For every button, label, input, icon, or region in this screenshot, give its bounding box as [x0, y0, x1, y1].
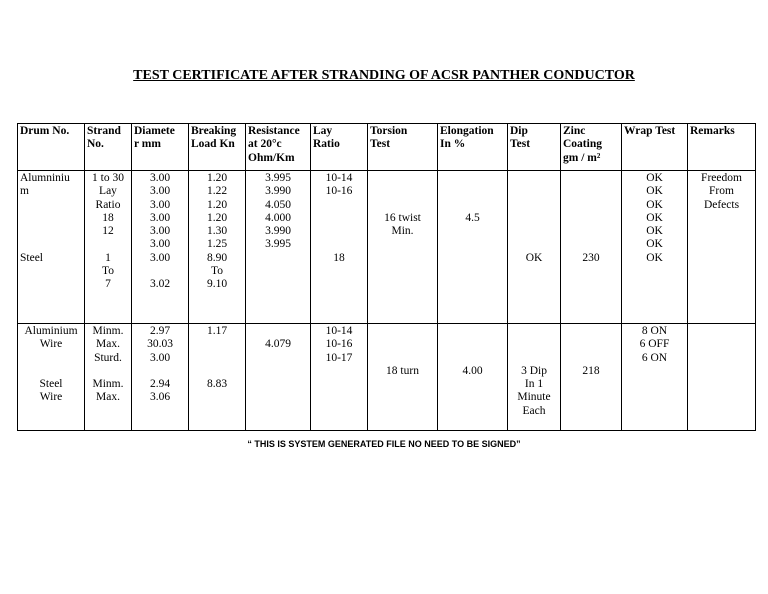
cell-line [510, 238, 558, 251]
cell-line: To [211, 265, 223, 278]
cell-line: 8.90 [206, 251, 228, 264]
cell-line: Max. [96, 391, 120, 404]
cell-line [20, 352, 82, 365]
cell-line: Alumniniu [20, 172, 70, 184]
cell-torsion-test [368, 171, 438, 324]
table-row [18, 324, 756, 431]
cell-line: 1.20 [206, 211, 228, 224]
cell-line [563, 338, 619, 351]
cell-resistance [246, 171, 311, 324]
document-title: TEST CERTIFICATE AFTER STRANDING OF ACSR PANTHER CONDUCTOR [133, 68, 635, 83]
cell-wrap-test [622, 324, 688, 431]
cell-line: In % [440, 138, 466, 151]
cell-line: 10-14 [325, 172, 353, 184]
header-wrap-test [622, 124, 688, 171]
cell-torsion-test [368, 324, 438, 431]
cell-line [313, 238, 365, 251]
cell-line: Defects [703, 198, 740, 211]
cell-line: 6 OFF [639, 338, 670, 351]
cell-line: OK [646, 238, 663, 251]
cell-line: 3.00 [149, 351, 171, 364]
cell-line: In 1 [524, 378, 544, 391]
cell-line: 10-16 [325, 338, 353, 351]
cell-line: 10-14 [325, 325, 353, 337]
cell-line [563, 172, 619, 185]
cell-line [248, 325, 308, 338]
cell-line [134, 265, 186, 278]
cell-line [510, 325, 558, 338]
cell-line: 18 [333, 251, 345, 264]
cell-breaking-load [189, 324, 246, 431]
cell-line [313, 212, 365, 225]
cell-strand-no [85, 171, 132, 324]
header-lay-ratio [311, 124, 368, 171]
cell-line: Load Kn [191, 138, 235, 151]
cell-line: 10-16 [325, 185, 353, 198]
cell-line: Lay [99, 185, 117, 198]
cell-line [313, 225, 365, 238]
certificate-table [17, 123, 756, 431]
cell-line: Aluminium [24, 325, 78, 337]
cell-line: 6 ON [641, 351, 668, 364]
cell-line: 3.00 [149, 198, 171, 211]
cell-line [370, 172, 435, 185]
cell-line [510, 225, 558, 238]
cell-line [20, 212, 82, 225]
cell-line [370, 338, 435, 351]
cell-line: 1.20 [206, 172, 228, 184]
cell-elongation [438, 171, 508, 324]
cell-line: 3.990 [265, 225, 291, 238]
cell-line [370, 199, 435, 212]
cell-line: 230 [582, 251, 600, 264]
cell-line [563, 212, 619, 225]
cell-line: Lay [313, 125, 333, 137]
cell-resistance [246, 324, 311, 431]
cell-line [20, 238, 82, 251]
cell-line: 3.00 [149, 185, 171, 198]
cell-line [313, 199, 365, 212]
cell-line: Each [522, 404, 546, 417]
cell-line: 3.00 [149, 211, 171, 224]
cell-line: OK [646, 185, 663, 198]
header-breaking-load [189, 124, 246, 171]
cell-zinc-coating [561, 171, 622, 324]
cell-remarks [688, 324, 756, 431]
header-row [18, 124, 756, 171]
cell-line [563, 185, 619, 198]
cell-zinc-coating [561, 324, 622, 431]
cell-line: OK [646, 211, 663, 224]
cell-line: Diamete [134, 125, 175, 137]
cell-line: 4.000 [265, 211, 291, 224]
cell-line: From [709, 185, 734, 198]
cell-line: Minm. [92, 325, 124, 337]
cell-line: Wrap Test [624, 125, 676, 137]
cell-line: Max. [96, 338, 120, 351]
cell-line: Breaking [191, 125, 237, 137]
cell-line: Remarks [690, 125, 735, 137]
cell-line: 3 Dip [521, 364, 547, 377]
cell-line: m [20, 185, 29, 198]
cell-line [440, 338, 505, 351]
cell-line: 3.990 [265, 185, 291, 198]
cell-line [20, 225, 82, 238]
header-elongation [438, 124, 508, 171]
cell-line: 4.00 [462, 364, 483, 377]
cell-line: OK [646, 198, 663, 211]
cell-line [510, 338, 558, 351]
cell-line: Steel [39, 378, 63, 391]
cell-line [440, 352, 505, 365]
cell-line: Steel [20, 251, 43, 264]
cell-line: No. [87, 138, 104, 151]
cell-line [87, 238, 129, 251]
cell-line: 7 [105, 278, 111, 291]
cell-line: Resistance [248, 125, 300, 137]
header-torsion-test [368, 124, 438, 171]
cell-line: 3.06 [149, 391, 171, 404]
cell-line: Sturd. [94, 351, 122, 364]
cell-line: 3.00 [149, 172, 171, 184]
cell-line [563, 225, 619, 238]
cell-line: 4.050 [265, 198, 291, 211]
header-drum-no [18, 124, 85, 171]
cell-remarks [688, 171, 756, 324]
cell-line [370, 352, 435, 365]
cell-line [440, 185, 505, 198]
cell-line: Zinc [563, 125, 586, 137]
cell-elongation [438, 324, 508, 431]
cell-line: Torsion [370, 125, 408, 137]
cell-line: 4.079 [265, 338, 291, 351]
cell-line: 1.20 [206, 198, 228, 211]
cell-line [370, 185, 435, 198]
cell-line: 3.00 [149, 251, 171, 264]
cell-line [134, 365, 186, 378]
cell-line [510, 185, 558, 198]
cell-line [563, 325, 619, 338]
header-strand-no [85, 124, 132, 171]
cell-line: 8.83 [206, 378, 228, 391]
cell-drum-no [18, 324, 85, 431]
cell-line: Test [510, 138, 531, 151]
cell-line: Freedom [701, 172, 742, 184]
cell-line: at 20°c [248, 138, 282, 151]
cell-line: 16 twist [384, 211, 421, 224]
cell-line [87, 365, 129, 378]
cell-line [563, 199, 619, 212]
cell-line [191, 365, 243, 378]
header-resistance [246, 124, 311, 171]
cell-line [20, 199, 82, 212]
cell-line: OK [525, 251, 543, 264]
cell-line [563, 238, 619, 251]
cell-lay-ratio [311, 171, 368, 324]
cell-line: 8 ON [641, 325, 668, 337]
cell-line: 218 [582, 364, 600, 377]
header-diameter [132, 124, 189, 171]
cell-line: 1 [105, 251, 111, 264]
cell-line: 30.03 [147, 338, 173, 351]
cell-line: 9.10 [206, 278, 228, 291]
header-remarks [688, 124, 756, 171]
cell-line [191, 338, 243, 351]
cell-line: OK [646, 172, 663, 184]
cell-line: Ratio [313, 138, 340, 151]
cell-line: 10-17 [325, 351, 353, 364]
cell-line: 3.02 [149, 278, 171, 291]
cell-line [510, 352, 558, 365]
cell-line [510, 199, 558, 212]
cell-line: Minm. [92, 378, 124, 391]
cell-line: 4.5 [465, 211, 480, 224]
cell-line [440, 172, 505, 185]
cell-diameter [132, 171, 189, 324]
cell-line: To [102, 265, 114, 278]
cell-line: Min. [391, 225, 414, 238]
cell-wrap-test [622, 171, 688, 324]
header-dip-test [508, 124, 561, 171]
cell-line: OK [646, 225, 663, 238]
cell-diameter [132, 324, 189, 431]
system-generated-note: “ THIS IS SYSTEM GENERATED FILE NO NEED TO BE SIGNED” [247, 439, 521, 449]
cell-line: Wire [39, 391, 63, 404]
cell-line: Wire [39, 338, 63, 351]
cell-line: Ohm/Km [248, 151, 295, 164]
cell-breaking-load [189, 171, 246, 324]
cell-line: 1.30 [206, 225, 228, 238]
cell-line: Test [370, 138, 391, 151]
cell-line: 1.17 [206, 325, 228, 337]
cell-dip-test [508, 324, 561, 431]
cell-line: Ratio [95, 198, 121, 211]
cell-line [370, 325, 435, 338]
cell-line: Strand [87, 125, 121, 137]
cell-line: 1.22 [206, 185, 228, 198]
cell-line: Minute [517, 391, 551, 404]
cell-line: OK [646, 251, 663, 264]
table-row [18, 171, 756, 324]
cell-line [510, 212, 558, 225]
cell-line: 3.00 [149, 225, 171, 238]
cell-lay-ratio [311, 324, 368, 431]
cell-line: 2.97 [149, 325, 171, 337]
cell-line: 3.00 [149, 238, 171, 251]
cell-line: 12 [102, 225, 114, 238]
cell-line: 1 to 30 [92, 172, 124, 184]
cell-line: 18 turn [386, 364, 419, 377]
cell-drum-no [18, 171, 85, 324]
cell-line [440, 199, 505, 212]
cell-line: 1.25 [206, 238, 228, 251]
cell-line: Dip [510, 125, 528, 137]
cell-strand-no [85, 324, 132, 431]
header-zinc-coating [561, 124, 622, 171]
cell-line [510, 172, 558, 185]
cell-dip-test [508, 171, 561, 324]
cell-line: Drum No. [20, 125, 70, 137]
cell-line: 3.995 [265, 172, 291, 184]
cell-line: 2.94 [149, 378, 171, 391]
cell-line: 3.995 [265, 238, 291, 251]
cell-line [20, 365, 82, 378]
cell-line [563, 352, 619, 365]
cell-line [440, 325, 505, 338]
cell-line: Elongation [440, 125, 494, 137]
cell-line: gm / m² [563, 151, 601, 164]
cell-line: Coating [563, 138, 602, 151]
cell-line: 18 [102, 211, 114, 224]
cell-line [191, 352, 243, 365]
cell-line: r mm [134, 138, 161, 151]
